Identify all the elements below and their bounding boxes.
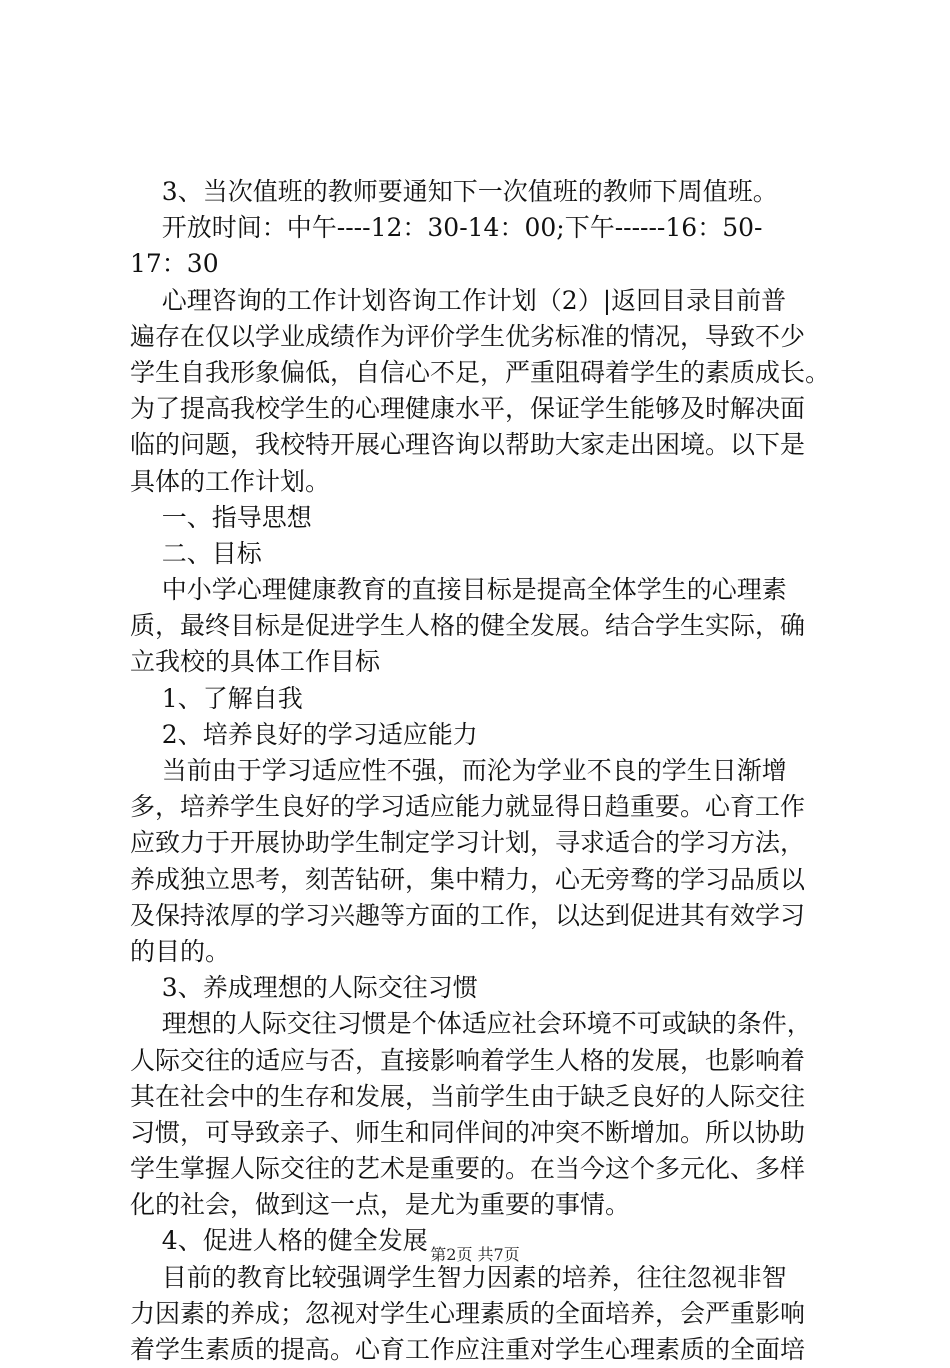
text-line: 力因素的养成；忽视对学生心理素质的全面培养，会严重影响	[130, 1298, 806, 1328]
text-line: 为了提高我校学生的心理健康水平，保证学生能够及时解决面	[130, 394, 806, 424]
text-line: 2、培养良好的学习适应能力	[130, 719, 478, 749]
text-line: 着学生素质的提高。心育工作应注重对学生心理素质的全面培	[130, 1335, 806, 1364]
text-line: 理想的人际交往习惯是个体适应社会环境不可或缺的条件，	[130, 1009, 812, 1039]
text-line: 一、指导思想	[130, 502, 312, 532]
text-line: 临的问题，我校特开展心理咨询以帮助大家走出困境。以下是	[130, 430, 806, 460]
text-line: 具体的工作计划。	[130, 466, 331, 496]
text-line: 心理咨询的工作计划咨询工作计划（2）|返回目录目前普	[130, 285, 787, 315]
text-line: 学生掌握人际交往的艺术是重要的。在当今这个多元化、多样	[130, 1154, 806, 1184]
text-line: 1、了解自我	[130, 683, 303, 713]
text-line: 质，最终目标是促进学生人格的健全发展。结合学生实际，确	[130, 611, 806, 641]
text-line: 3、当次值班的教师要通知下一次值班的教师下周值班。	[130, 177, 778, 206]
text-line: 二、目标	[130, 538, 262, 568]
text-line: 的目的。	[130, 936, 231, 966]
text-line: 习惯，可导致亲子、师生和同伴间的冲突不断增加。所以协助	[130, 1117, 806, 1147]
text-line: 3、养成理想的人际交往习惯	[130, 973, 478, 1003]
text-line: 开放时间：中午----12：30-14：00;下午------16：50-	[130, 213, 763, 243]
document-body	[130, 174, 830, 1368]
text-line: 目前的教育比较强调学生智力因素的培养，往往忽视非智	[130, 1262, 787, 1292]
text-line: 养成独立思考，刻苦钻研，集中精力，心无旁骛的学习品质以	[130, 864, 806, 894]
text-line: 立我校的具体工作目标	[130, 647, 381, 677]
text-line: 应致力于开展协助学生制定学习计划，寻求适合的学习方法，	[130, 828, 806, 858]
text-line: 当前由于学习适应性不强，而沦为学业不良的学生日渐增	[130, 756, 787, 785]
text-line: 学生自我形象偏低，自信心不足，严重阻碍着学生的素质成长。	[130, 357, 831, 387]
text-line: 4、促进人格的健全发展	[130, 1226, 428, 1256]
text-line: 中小学心理健康教育的直接目标是提高全体学生的心理素	[130, 575, 787, 605]
text-line: 遍存在仅以学业成绩作为评价学生优劣标准的情况，导致不少	[130, 321, 806, 351]
text-line: 多，培养学生良好的学习适应能力就显得日趋重要。心育工作	[130, 792, 806, 822]
text-line: 人际交往的适应与否，直接影响着学生人格的发展，也影响着	[130, 1045, 806, 1075]
text-line: 及保持浓厚的学习兴趣等方面的工作，以达到促进其有效学习	[130, 900, 806, 930]
text-line: 17：30	[130, 249, 219, 279]
text-line: 其在社会中的生存和发展，当前学生由于缺乏良好的人际交往	[130, 1081, 806, 1111]
page-footer: 第2页 共7页	[430, 1245, 520, 1264]
text-line: 化的社会，做到这一点，是尤为重要的事情。	[130, 1190, 631, 1220]
